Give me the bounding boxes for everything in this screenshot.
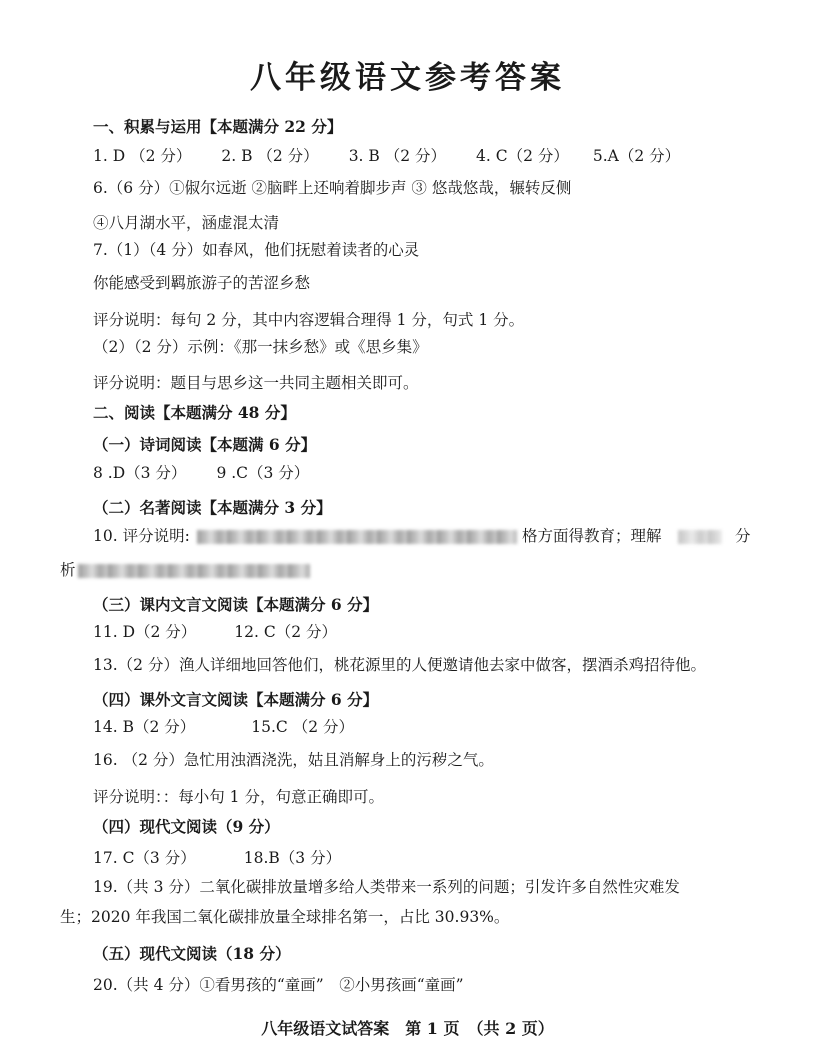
part-4-header: （四）课外文言文阅读【本题满分 6 分】 (93, 690, 379, 709)
answer-q13: 13.（2 分）渔人详细地回答他们，桃花源里的人便邀请他去家中做客，摆酒杀鸡招待他。 (93, 656, 706, 674)
answer-q10-end: 分 (735, 527, 751, 545)
answer-row-11-12 (93, 622, 337, 642)
answer-q15: 15.C （2 分） (251, 718, 354, 736)
answer-q7-part2-scoring: 评分说明：题目与思乡这一共同主题相关即可。 (93, 374, 419, 392)
section-2-header: 二、阅读【本题满分 48 分】 (93, 403, 296, 422)
part-1-header: （一）诗词阅读【本题满 6 分】 (93, 435, 317, 454)
answer-q10-mid: 格方面得教育；理解 (522, 527, 662, 545)
answer-q5: 5.A（2 分） (592, 147, 681, 165)
answer-q6-line1: 6.（6 分）①俶尔远逝 ②脑畔上还响着脚步声 ③ 悠哉悠哉，辗转反侧 (93, 179, 572, 197)
answer-q7-scoring: 评分说明：每句 2 分，其中内容逻辑合理得 1 分，句式 1 分。 (93, 311, 525, 329)
answer-q11: 11. D（2 分） (93, 623, 197, 641)
answer-q19-line1: 19.（共 3 分）二氧化碳排放量增多给人类带来一系列的问题；引发许多自然性灾难发 (93, 878, 680, 896)
answer-q4: 4. C（2 分） (476, 147, 569, 165)
answer-q19-line2: 生；2020 年我国二氧化碳排放量全球排名第一，占比 30.93%。 (60, 908, 510, 926)
answer-row-14-15 (93, 717, 354, 737)
answer-q17: 17. C（3 分） (93, 849, 196, 867)
part-2-header: （二）名著阅读【本题满分 3 分】 (93, 498, 332, 517)
redacted-blur-3 (78, 564, 310, 578)
answer-q12: 12. C（2 分） (234, 623, 338, 641)
answer-row-17-18 (93, 848, 341, 868)
part-3-header: （三）课内文言文阅读【本题满分 6 分】 (93, 595, 379, 614)
answer-row-1-5 (93, 146, 680, 166)
answer-q7-line1: 7.（1）（4 分）如春风，他们抚慰着读者的心灵 (93, 241, 420, 259)
page-footer: 八年级语文试答案 第 1 页 （共 2 页） (261, 1019, 554, 1038)
answer-q14: 14. B（2 分） (93, 718, 196, 736)
answer-q8: 8 .D（3 分） (93, 464, 187, 482)
answer-q6-line2: ④八月湖水平，涵虚混太清 (93, 214, 280, 232)
answer-row-8-9 (93, 463, 309, 483)
answer-q20: 20.（共 4 分）①看男孩的“童画” ②小男孩画“童画” (93, 976, 464, 994)
part-6-header: （五）现代文阅读（18 分） (93, 944, 291, 963)
page-title: 八年级语文参考答案 (250, 60, 565, 96)
answer-q3: 3. B （2 分） (348, 147, 447, 165)
answer-q18: 18.B（3 分） (243, 849, 342, 867)
answer-q7-part2: （2）（2 分）示例：《那一抹乡愁》或《思乡集》 (93, 338, 428, 356)
answer-q7-line2: 你能感受到羁旅游子的苦涩乡愁 (93, 274, 311, 292)
redacted-blur-1 (197, 530, 517, 544)
answer-q10-start: 10. 评分说明: (93, 527, 190, 545)
section-1-header: 一、积累与运用【本题满分 22 分】 (93, 117, 343, 136)
answer-q16: 16. （2 分）急忙用浊酒浇洗，姑且消解身上的污秽之气。 (93, 751, 494, 769)
part-5-header: （四）现代文阅读（9 分） (93, 817, 280, 836)
redacted-blur-2 (678, 530, 722, 544)
answer-q2: 2. B （2 分） (221, 147, 319, 165)
answer-q10-line2: 析 (60, 561, 76, 579)
answer-q9: 9 .C（3 分） (216, 464, 310, 482)
answer-q16-scoring: 评分说明：：每小句 1 分，句意正确即可。 (93, 788, 384, 806)
answer-q1: 1. D （2 分） (93, 147, 192, 165)
